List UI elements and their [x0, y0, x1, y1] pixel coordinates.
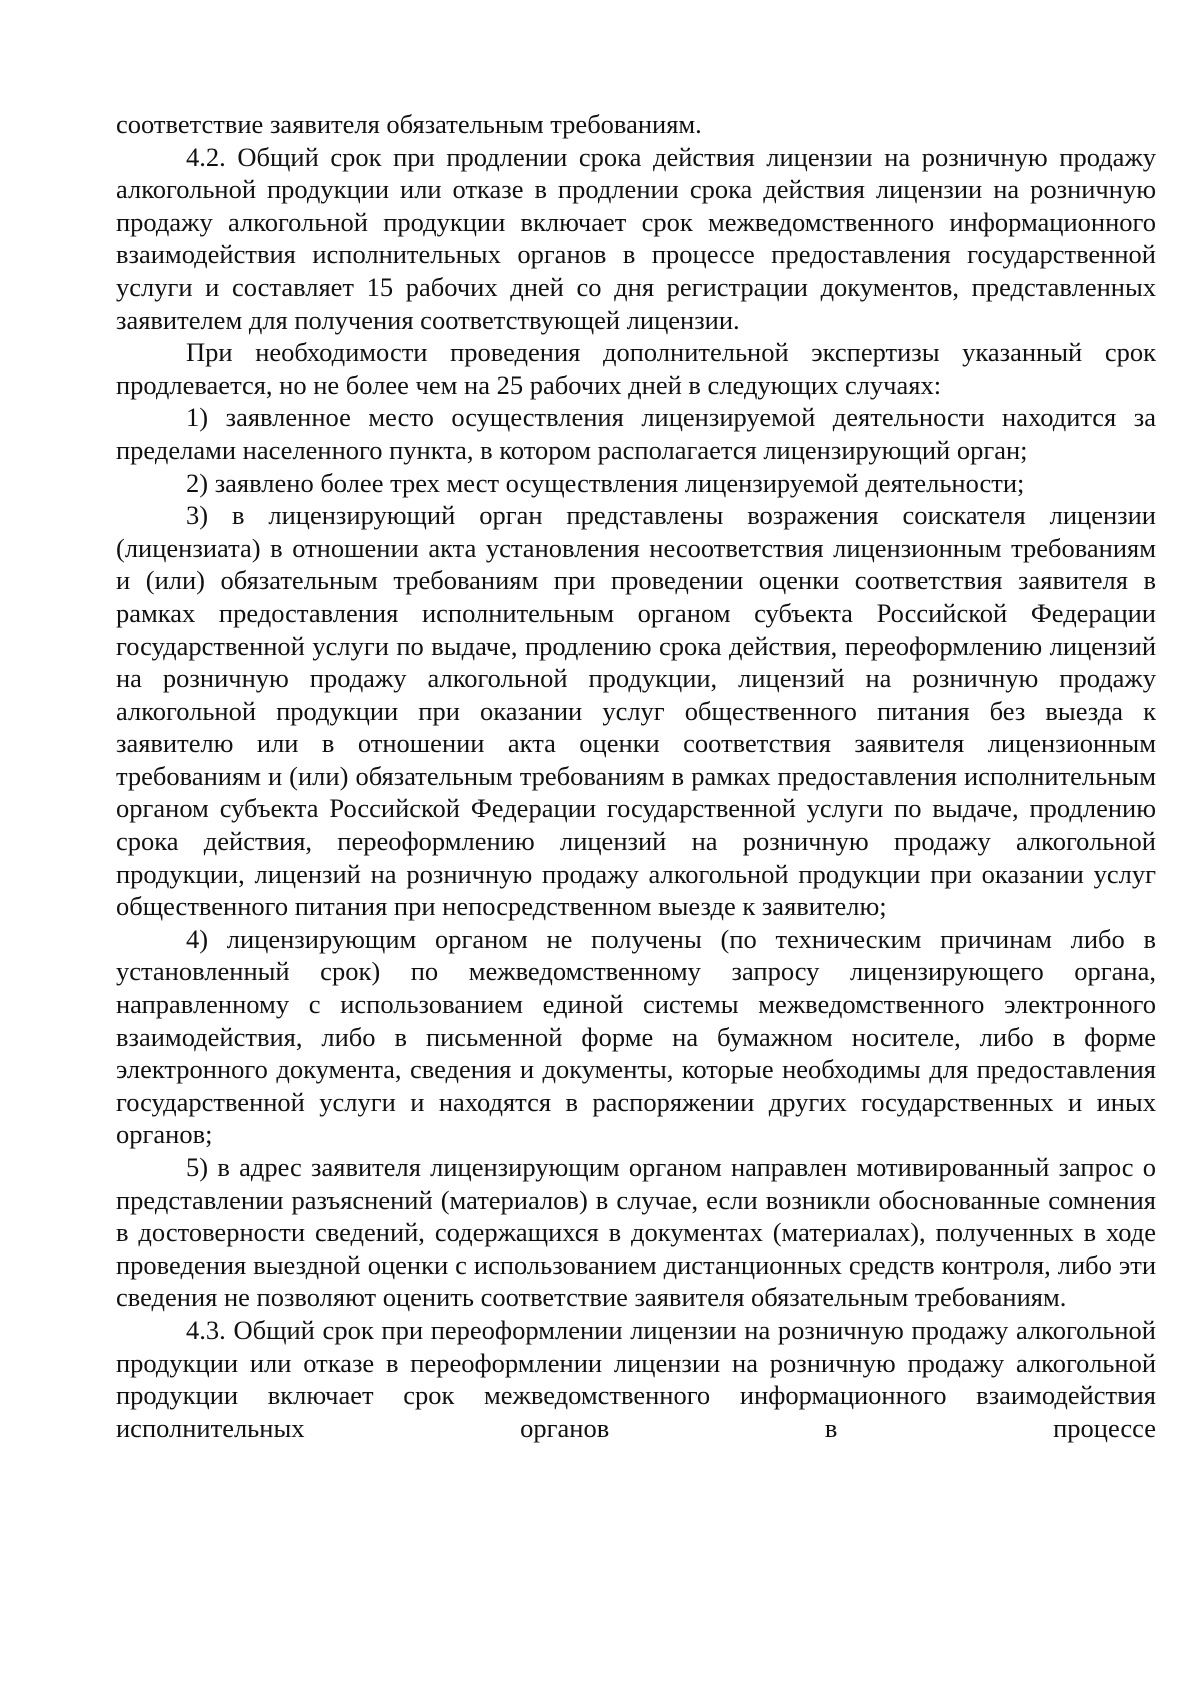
paragraph-extension-intro: При необходимости проведения дополнительной экспертизы указанный срок продлевается, но не более чем на 25 рабочих дней в следующих случаях: [116, 337, 1156, 400]
paragraph-continuation: соответствие заявителя обязательным требованиям. [116, 109, 702, 139]
paragraph-4-3: 4.3. Общий срок при переоформлении лицензии на розничную продажу алкогольной продукции или отказе в переоформлении лицензии на розничную продажу алкогольной продукции включает срок межведомственного информационного взаимодействия исполнительных органов в процессе [116, 1314, 1156, 1443]
document-page [116, 108, 1156, 1444]
paragraph-case-1: 1) заявленное место осуществления лицензируемой деятельности находится за пределами населенного пункта, в котором располагается лицензирующий орган; [116, 402, 1156, 465]
paragraph-case-3: 3) в лицензирующий орган представлены возражения соискателя лицензии (лицензиата) в отношении акта установления несоответствия лицензионным требованиям и (или) обязательным требованиям при проведении оценки соответствия заявителя в рамках предоставления исполнительным органом субъекта Российской Федерации государственной услуги по выдаче, продлению срока действия, переоформлению лицензий на розничную продажу алкогольной продукции, лицензий на розничную продажу алкогольной продукции при оказании услуг общественного питания без выезда к заявителю или в отношении акта оценки соответствия заявителя лицензионным требованиям и (или) обязательным требованиям в рамках предоставления исполнительным органом субъекта Российской Федерации государственной услуги по выдаче, продлению срока действия, переоформлению лицензий на розничную продажу алкогольной продукции, лицензий на розничную продажу алкогольной продукции при оказании услуг общественного питания при непосредственном выезде к заявителю; [116, 500, 1156, 922]
paragraph-4-2: 4.2. Общий срок при продлении срока действия лицензии на розничную продажу алкогольной продукции или отказе в продлении срока действия лицензии на розничную продажу алкогольной продукции включает срок межведомственного информационного взаимодействия исполнительных органов в процессе предоставления государственной услуги и составляет 15 рабочих дней со дня регистрации документов, представленных заявителем для получения соответствующей лицензии. [116, 141, 1156, 335]
paragraph-case-2: 2) заявлено более трех мест осуществления лицензируемой деятельности; [186, 467, 1025, 498]
paragraph-case-4: 4) лицензирующим органом не получены (по техническим причинам либо в установленный срок) по межведомственному запросу лицензирующего органа, направленному с использованием единой системы межведомственного электронного взаимодействия, либо в письменной форме на бумажном носителе, либо в форме электронного документа, сведения и документы, которые необходимы для предоставления государственной услуги и находятся в распоряжении других государственных и иных органов; [116, 923, 1156, 1150]
paragraph-case-5: 5) в адрес заявителя лицензирующим органом направлен мотивированный запрос о представлении разъяснений (материалов) в случае, если возникли обоснованные сомнения в достоверности сведений, содержащихся в документах (материалах), полученных в ходе проведения выездной оценки с использованием дистанционных средств контроля, либо эти сведения не позволяют оценить соответствие заявителя обязательным требованиям. [116, 1152, 1156, 1313]
